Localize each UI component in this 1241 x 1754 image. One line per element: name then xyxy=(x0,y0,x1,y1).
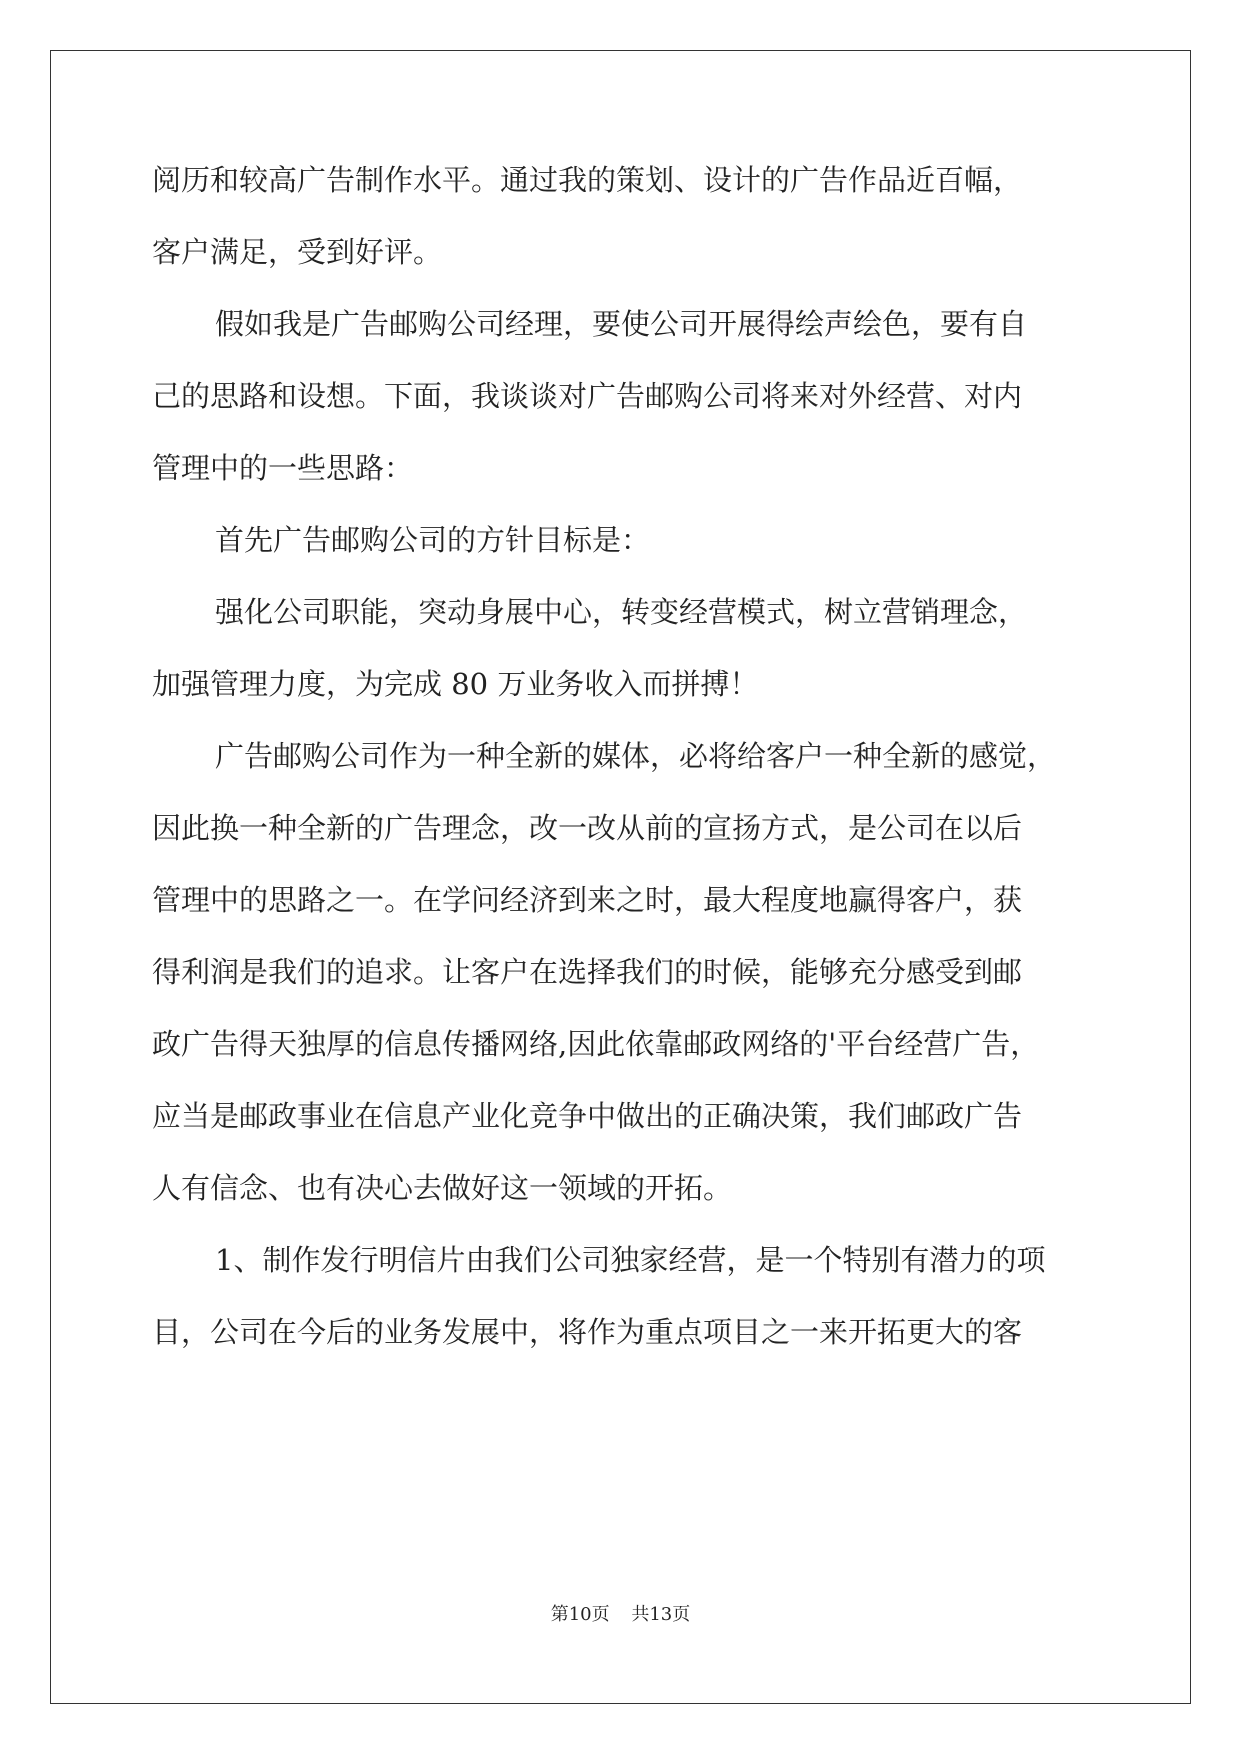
text-line: 加强管理力度，为完成 80 万业务收入而拼搏！ xyxy=(152,667,759,701)
page-number: 第10页 xyxy=(550,1604,610,1625)
paragraph-start-line: 假如我是广告邮购公司经理，要使公司开展得绘声绘色，要有自 xyxy=(215,307,1028,341)
text-line: 因此换一种全新的广告理念，改一改从前的宣扬方式，是公司在以后 xyxy=(152,811,1023,845)
text-line: 阅历和较高广告制作水平。通过我的策划、设计的广告作品近百幅， xyxy=(152,163,1023,197)
paragraph-start-line: 强化公司职能，突动身展中心，转变经营模式，树立营销理念， xyxy=(215,595,1028,629)
page-footer xyxy=(0,1600,1241,1626)
text-line: 管理中的一些思路： xyxy=(152,451,414,485)
text-line: 己的思路和设想。下面，我谈谈对广告邮购公司将来对外经营、对内 xyxy=(152,379,1023,413)
page-border xyxy=(50,50,1191,1704)
text-line: 人有信念、也有决心去做好这一领域的开拓。 xyxy=(152,1171,733,1205)
paragraph-start-line: 1、制作发行明信片由我们公司独家经营，是一个特别有潜力的项 xyxy=(215,1243,1046,1277)
paragraph-start-line: 首先广告邮购公司的方针目标是： xyxy=(215,523,651,557)
text-line: 目，公司在今后的业务发展中，将作为重点项目之一来开拓更大的客 xyxy=(152,1315,1023,1349)
paragraph-start-line: 广告邮购公司作为一种全新的媒体，必将给客户一种全新的感觉， xyxy=(215,739,1057,773)
text-line: 得利润是我们的追求。让客户在选择我们的时候，能够充分感受到邮 xyxy=(152,955,1023,989)
text-line: 客户满足，受到好评。 xyxy=(152,235,443,269)
text-line: 应当是邮政事业在信息产业化竞争中做出的正确决策，我们邮政广告 xyxy=(152,1099,1023,1133)
total-pages: 共13页 xyxy=(631,1604,691,1625)
text-line: 政广告得天独厚的信息传播网络,因此依靠邮政网络的'平台经营广告， xyxy=(152,1027,1040,1061)
text-line: 管理中的思路之一。在学问经济到来之时，最大程度地赢得客户，获 xyxy=(152,883,1023,917)
